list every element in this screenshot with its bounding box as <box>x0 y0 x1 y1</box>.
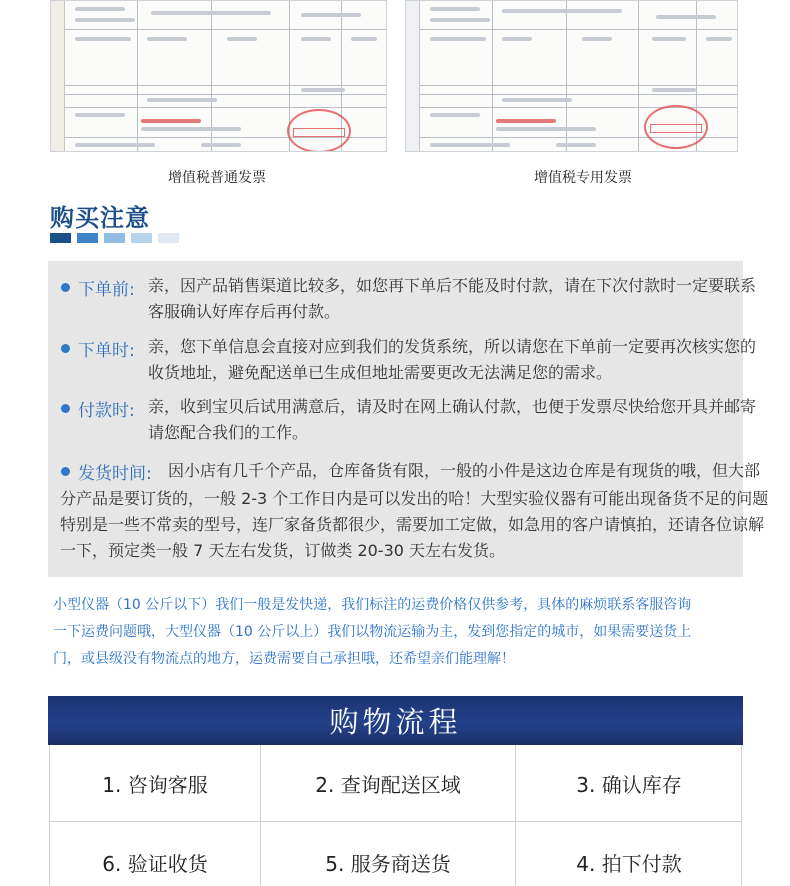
notice-text: 特别是一些不常卖的型号，连厂家备货都很少，需要加工定做，如急用的客户请慎拍，还请各位谅解 <box>60 515 765 534</box>
shipping-note-line: 一下运费问题哦，大型仪器（10 公斤以上）我们以物流运输为主，发到您指定的城市，如果需要送货上 <box>53 624 692 640</box>
swatch <box>50 233 71 243</box>
process-header <box>48 696 743 745</box>
process-grid <box>49 745 742 886</box>
invoice-image-special <box>405 0 738 152</box>
notice-label: 付款时: <box>78 401 135 421</box>
process-step-consult: 1. 咨询客服 <box>50 745 261 822</box>
notice-label: 下单前: <box>78 280 135 300</box>
bullet-icon <box>61 467 70 476</box>
notice-text: 收货地址，避免配送单已生成但地址需要更改无法满足您的需求。 <box>148 363 613 382</box>
notice-title: 购买注意 <box>50 204 150 232</box>
notice-label: 下单时: <box>78 341 135 361</box>
swatch <box>158 233 179 243</box>
swatch <box>77 233 98 243</box>
shipping-note-line: 门，或县级没有物流点的地方，运费需要自己承担哦，还希望亲们能理解！ <box>53 651 515 667</box>
notice-text: 请您配合我们的工作。 <box>148 423 309 442</box>
swatch <box>104 233 125 243</box>
process-title: 购物流程 <box>329 705 462 739</box>
process-step-confirm-stock: 3. 确认库存 <box>516 745 742 822</box>
notice-text: 因小店有几千个产品，仓库备货有限，一般的小件是这边仓库是有现货的哦，但大部 <box>168 461 761 480</box>
notice-text: 分产品是要订货的，一般 2-3 个工作日内是可以发出的哈！大型实验仪器有可能出现备货不足的问题 <box>60 489 769 508</box>
process-step-provider-delivery: 5. 服务商送货 <box>261 822 516 886</box>
notice-text: 亲，收到宝贝后试用满意后，请及时在网上确认付款，也便于发票尽快给您开具并邮寄 <box>148 397 757 416</box>
bullet-icon <box>61 283 70 292</box>
invoice-caption-ordinary: 增值税普通发票 <box>168 170 266 186</box>
process-step-check-delivery-area: 2. 查询配送区域 <box>261 745 516 822</box>
invoice-caption-special: 增值税专用发票 <box>534 170 632 186</box>
shipping-note-line: 小型仪器（10 公斤以下）我们一般是发快递，我们标注的运费价格仅供参考，具体的麻烦联系客服咨询 <box>53 597 692 613</box>
process-step-place-order-pay: 4. 拍下付款 <box>576 851 682 876</box>
notice-text: 亲，您下单信息会直接对应到我们的发货系统，所以请您在下单前一定要再次核实您的 <box>148 337 757 356</box>
bullet-icon <box>61 404 70 413</box>
notice-box <box>48 261 769 577</box>
notice-text: 客服确认好库存后再付款。 <box>148 302 341 321</box>
notice-text: 一下，预定类一般 7 天左右发货，订做类 20-30 天左右发货。 <box>60 541 506 560</box>
swatch <box>131 233 152 243</box>
notice-text: 亲，因产品销售渠道比较多，如您再下单后不能及时付款，请在下次付款时一定要联系 <box>148 276 757 295</box>
title-swatches <box>50 233 179 243</box>
invoice-image-ordinary <box>50 0 387 152</box>
process-step-verify-receipt: 6. 验证收货 <box>50 822 261 886</box>
bullet-icon <box>61 344 70 353</box>
notice-label: 发货时间: <box>78 464 152 484</box>
